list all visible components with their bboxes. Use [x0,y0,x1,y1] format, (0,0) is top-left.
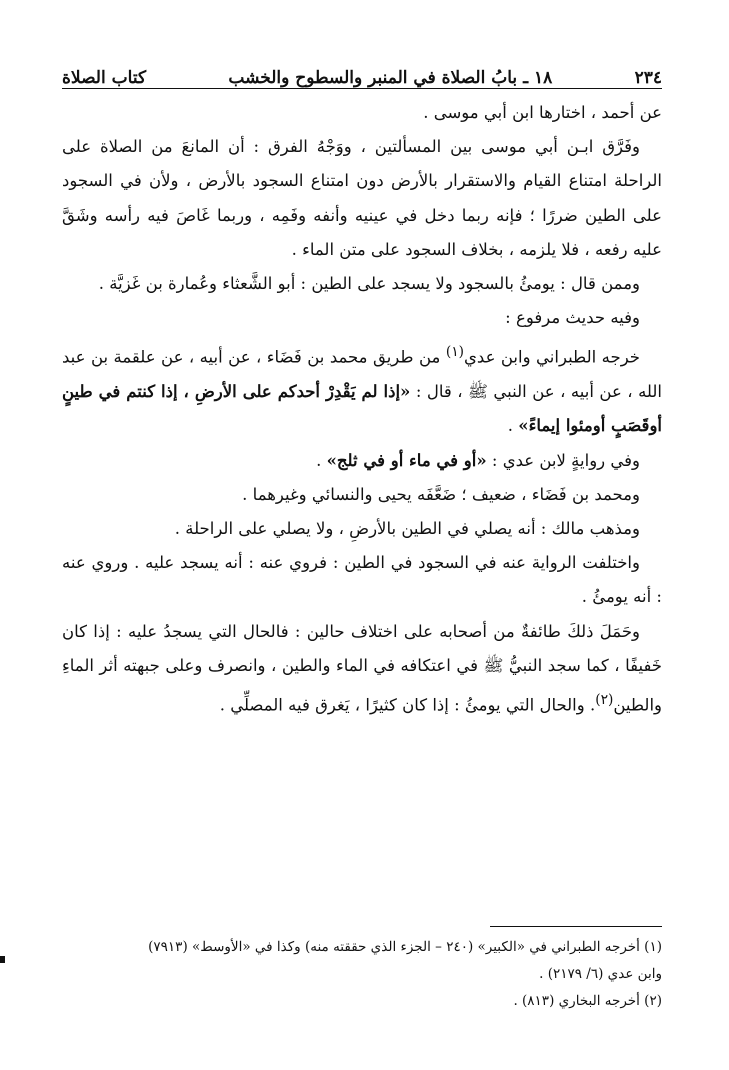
text-run: ومحمد بن فَضَاء ، ضعيف ؛ ضَعَّفَه يحيى والنسائي وغيرهما . [242,484,640,504]
paragraph [62,130,662,267]
text-run: وحَمَلَ ذلكَ طائفةٌ من أصحابه على اختلاف حالين : فالحال التي يسجدُ عليه : إذا كان خَفيفًا ، كما سجد النبيُّ ﷺ في اعتكافه في الماء والطين ، وانصرف وعلى جبهته أثر الماءِ والطين [62,621,662,715]
text-run: وفَرَّق ابـن أبي موسى بين المسألتين ، ووَجْهُ الفرق : أن المانعَ من الصلاة على الراحلة امتناع القيام والاستقرار بالأرض دون امتناع السجود بالأرض ، ولأن في السجود على الطين ضررًا ؛ فإنه ربما دخل في عينيه وأنفه وفَمِه ، وربما غَاصَ فيه رأسه وشَقَّ عليه رفعه ، فلا يلزمه ، بخلاف السجود على متن الماء . [62,137,662,259]
paragraph [62,444,662,478]
paragraph [62,301,662,335]
running-header [62,58,662,88]
text-run: ومذهب مالك : أنه يصلي في الطين بالأرضِ ، ولا يصلي على الراحلة . [174,518,640,538]
edge-mark [0,956,5,963]
chapter-title: ١٨ ـ بابُ الصلاة في المنبر والسطوح والخشب [228,68,553,88]
book-title: كتاب الصلاة [62,68,147,88]
paragraph [62,96,662,130]
text-run: وفيه حديث مرفوع : [505,308,640,328]
footnotes [62,934,662,1015]
footnote-rule [490,926,662,927]
footnote [62,934,662,988]
footnote [62,988,662,1015]
text-run: خرجه الطبراني وابن عدي [464,347,640,367]
paragraph [62,546,662,614]
text-run: وابن عدي (٦/ ٢١٧٩) . [539,966,662,982]
text-run: وممن قال : يومئُ بالسجود ولا يسجد على الطين : أبو الشَّعثاء وعُمارة بن غَزيَّة . [98,274,640,294]
text-run: (٢) أخرجه البخاري (٨١٣) . [513,993,662,1009]
text-run: . والحال التي يومئُ : إذا كان كثيرًا ، يَغرق فيه المصلِّي . [219,695,596,715]
text-run: (١) أخرجه الطبراني في «الكبير» (٢٤٠ – الجزء الذي حققته منه) وكذا في «الأوسط» (٧٩١٣) [148,939,662,955]
header-rule [62,88,662,89]
footnote-ref: (١) [445,344,464,361]
hadith-text: «إذا لم يَقْدِرْ أحدكم على الأرضِ ، إذا كنتم في طينٍ أوقَصَبٍ أومئوا إيماءً» [62,382,662,436]
text-run: من طريق محمد بن فَضَاء ، عن أبيه ، عن علقمة بن عبد الله ، عن أبيه ، عن النبي ﷺ ، قال : [62,347,662,402]
paragraph [62,478,662,512]
text-run: واختلفت الرواية عنه في السجود في الطين : فروي عنه : أنه يسجد عليه . وروي عنه : أنه يومئُ . [62,553,662,607]
text-run: وفي روايةٍ لابن عدي : [486,450,640,470]
page-number: ٢٣٤ [634,68,662,88]
paragraph [62,335,662,443]
text-run: . [507,416,519,436]
main-text [62,96,662,723]
footnote-ref: (٢) [595,691,614,708]
paragraph [62,512,662,546]
text-run: . [316,450,327,470]
paragraph [62,615,662,723]
hadith-text: «أو في ماء أو في ثلج» [326,450,487,470]
text-run: عن أحمد ، اختارها ابن أبي موسى . [423,103,662,122]
paragraph [62,267,662,301]
